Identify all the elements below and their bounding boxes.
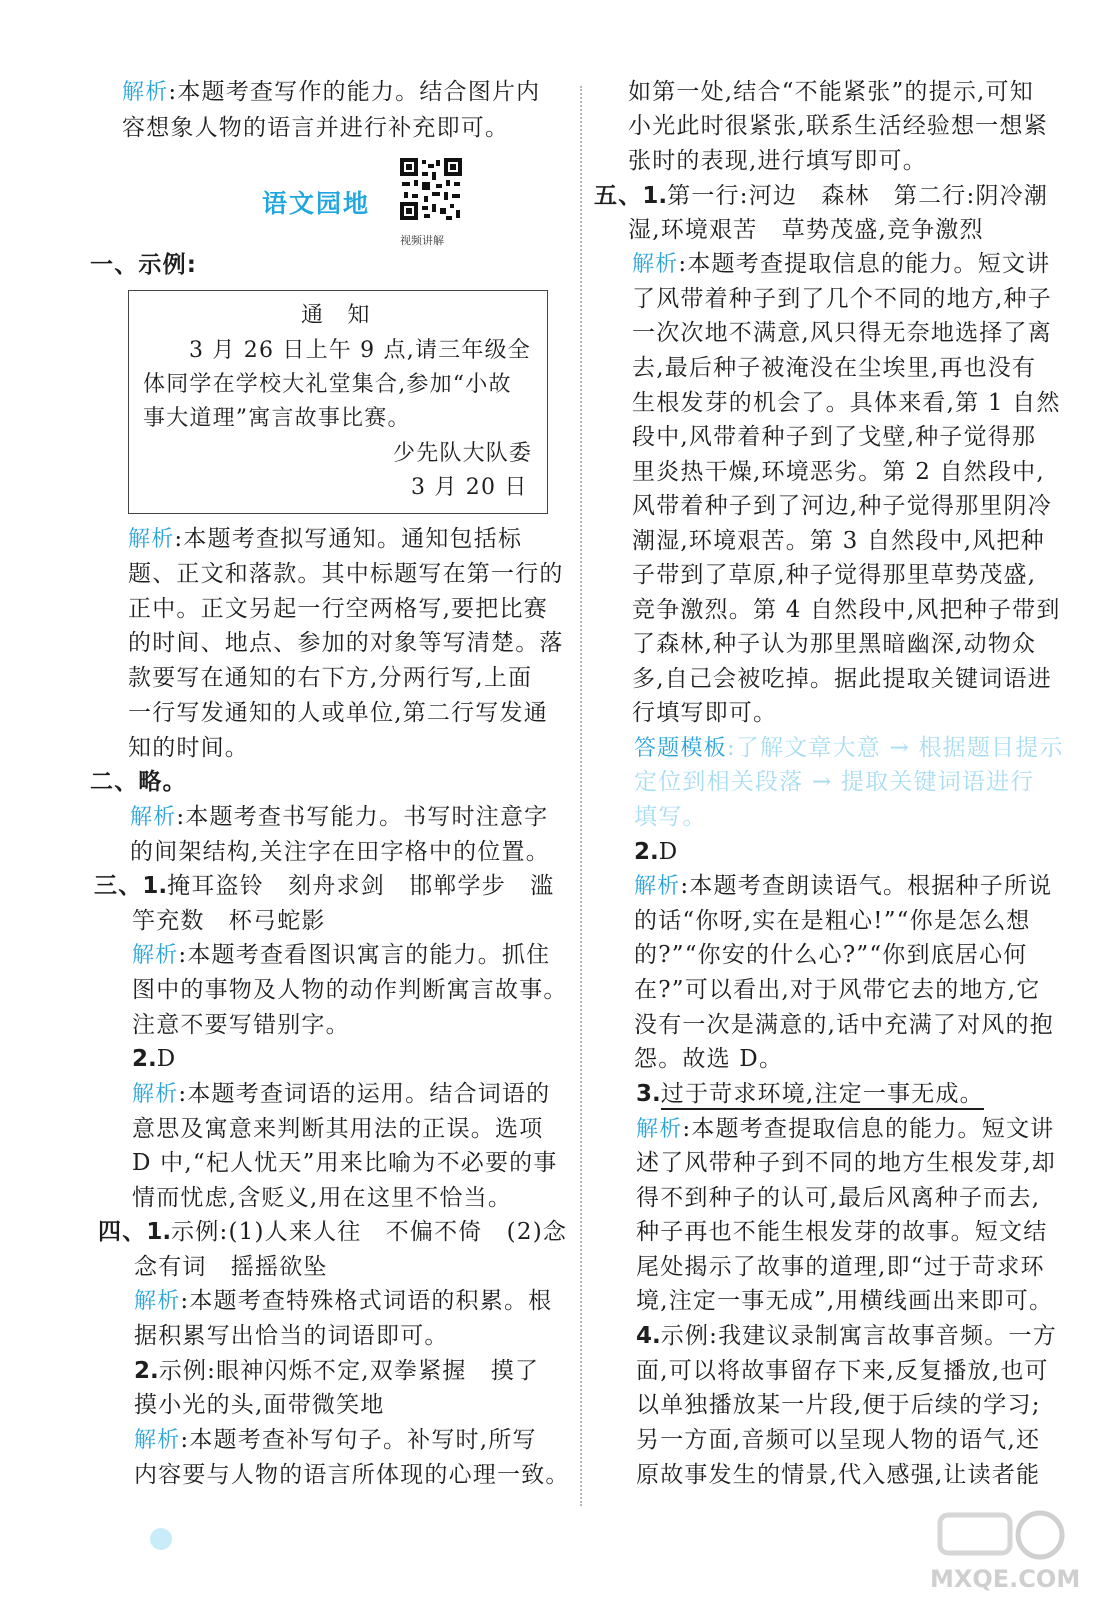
answer-template-line: 答题模板:了解文章大意 → 根据题目提示 bbox=[634, 735, 1064, 761]
q5-analysis-line: 怨。故选 D。 bbox=[634, 1046, 784, 1072]
q3-analysis-line: 解析:本题考查词语的运用。结合词语的 bbox=[132, 1081, 551, 1107]
q2-analysis-line: 的间架结构,关注字在田字格中的位置。 bbox=[130, 839, 550, 865]
question-1-head: 一、示例: bbox=[90, 252, 198, 278]
q3-analysis-line: 图中的事物及人物的动作判断寓言故事。 bbox=[132, 977, 568, 1003]
q5-item2-line: 2.D bbox=[634, 839, 679, 865]
q4-analysis-line: 解析:本题考查特殊格式词语的积累。根 bbox=[134, 1288, 553, 1314]
q1-analysis-line: 题、正文和落款。其中标题写在第一行的 bbox=[128, 561, 564, 587]
analysis-label: 解析 bbox=[134, 1289, 181, 1314]
q3-analysis-line: 意思及寓意来判断其用法的正误。选项 bbox=[132, 1116, 544, 1142]
q5-analysis-line: 行填写即可。 bbox=[632, 700, 778, 726]
q5-analysis-line: 段中,风带着种子到了戈壁,种子觉得那 bbox=[632, 424, 1037, 450]
q1-analysis-line: 一行写发通知的人或单位,第二行写发通 bbox=[128, 700, 548, 726]
q4-item1-line: 念有词 摇摇欲坠 bbox=[134, 1254, 328, 1280]
analysis-label: 解析 bbox=[130, 805, 177, 830]
q5-analysis-line: 了森林,种子认为那里黑暗幽深,动物众 bbox=[632, 631, 1037, 657]
intro-analysis-line: 容想象人物的语言并进行补充即可。 bbox=[122, 115, 510, 141]
q5-analysis-line: 风带着种子到了河边,种子觉得那里阴冷 bbox=[632, 493, 1052, 519]
q5-analysis-line: 的话“你呀,实在是粗心!”“你是怎么想 bbox=[634, 908, 1031, 934]
q5-analysis-line: 竞争激烈。第 4 自然段中,风把种子带到 bbox=[632, 597, 1061, 623]
page-corner-mark bbox=[150, 1528, 172, 1550]
question-4-head: 四、 bbox=[98, 1219, 147, 1245]
q3-analysis-line: 解析:本题考查看图识寓言的能力。抓住 bbox=[132, 942, 551, 968]
notice-title: 通 知 bbox=[301, 303, 371, 328]
analysis-label: 解析 bbox=[632, 252, 679, 277]
q5-analysis-line: 的?”“你安的什么心?”“你到底居心何 bbox=[634, 942, 1028, 968]
q5-analysis-line: 解析:本题考查朗读语气。根据种子所说 bbox=[634, 873, 1053, 899]
analysis-label: 解析 bbox=[132, 943, 179, 968]
q4-analysis-line: 内容要与人物的语言所体现的心理一致。 bbox=[134, 1462, 570, 1488]
q5-analysis-line: 多,自己会被吃掉。据此提取关键词语进 bbox=[632, 666, 1052, 692]
notice-body-line: 3 月 26 日上午 9 点,请三年级全 bbox=[189, 338, 531, 363]
q5-item4-line: 另一方面,音频可以呈现人物的语气,还 bbox=[636, 1427, 1041, 1453]
question-2-head: 二、略。 bbox=[90, 769, 187, 795]
notice-box bbox=[128, 290, 548, 514]
q4-analysis-line: 据积累写出恰当的词语即可。 bbox=[134, 1323, 449, 1349]
q3-item1-line: 竽充数 杯弓蛇影 bbox=[132, 908, 326, 934]
q4-item2-line: 摸小光的头,面带微笑地 bbox=[134, 1392, 385, 1418]
q4-analysis-line: 解析:本题考查补写句子。补写时,所写 bbox=[134, 1427, 537, 1453]
q5-analysis-line: 解析:本题考查提取信息的能力。短文讲 bbox=[632, 251, 1051, 277]
analysis-label: 解析 bbox=[128, 527, 175, 552]
watermark-logo bbox=[900, 1495, 1100, 1595]
continued-line: 张时的表现,进行填写即可。 bbox=[628, 148, 927, 174]
q3-item1-line: 三、1.掩耳盗铃 刻舟求剑 邯郸学步 滥 bbox=[94, 873, 555, 899]
analysis-label: 解析 bbox=[636, 1117, 683, 1142]
q3-analysis-line: 注意不要写错别字。 bbox=[132, 1012, 350, 1038]
q5-item3-line: 3.过于苛求环境,注定一事无成。 bbox=[636, 1079, 984, 1109]
intro-analysis-line: 解析:本题考查写作的能力。结合图片内 bbox=[122, 79, 541, 105]
answer-template-line: 填写。 bbox=[634, 804, 707, 830]
analysis-label: 解析 bbox=[122, 80, 169, 105]
q5-analysis-line: 得不到种子的认可,最后风离种子而去, bbox=[636, 1185, 1041, 1211]
q5-analysis-line: 境,注定一事无成”,用横线画出来即可。 bbox=[636, 1288, 1054, 1314]
q5-analysis-line: 解析:本题考查提取信息的能力。短文讲 bbox=[636, 1116, 1055, 1142]
qr-caption: 视频讲解 bbox=[400, 234, 444, 247]
q5-item1-line: 湿,环境艰苦 草势茂盛,竞争激烈 bbox=[628, 217, 984, 243]
continued-line: 如第一处,结合“不能紧张”的提示,可知 bbox=[628, 79, 1034, 105]
q5-analysis-line: 种子再也不能生根发芽的故事。短文结 bbox=[636, 1219, 1048, 1245]
q5-item4-line: 原故事发生的情景,代入感强,让读者能 bbox=[636, 1462, 1041, 1488]
q5-item4-line: 4.示例:我建议录制寓言故事音频。一方 bbox=[636, 1323, 1057, 1349]
q5-analysis-line: 生根发芽的机会了。具体来看,第 1 自然 bbox=[632, 390, 1061, 416]
analysis-label: 解析 bbox=[132, 1082, 179, 1107]
underlined-answer: 过于苛求环境,注定一事无成。 bbox=[661, 1081, 984, 1110]
notice-body-line: 事大道理”寓言故事比赛。 bbox=[143, 406, 411, 431]
q4-item2-line: 2.示例:眼神闪烁不定,双拳紧握 摸了 bbox=[134, 1358, 540, 1384]
q3-analysis-line: D 中,“杞人忧天”用来比喻为不必要的事 bbox=[132, 1150, 558, 1176]
q5-analysis-line: 述了风带种子到不同的地方生根发芽,却 bbox=[636, 1150, 1056, 1176]
notice-signer: 少先队大队委 bbox=[393, 441, 533, 466]
q3-item2-line: 2.D bbox=[132, 1046, 177, 1072]
q5-analysis-line: 在?”可以看出,对于风带它去的地方,它 bbox=[634, 977, 1041, 1003]
qr-code-icon[interactable] bbox=[398, 156, 464, 222]
q5-analysis-line: 一次次地不满意,风只得无奈地选择了离 bbox=[632, 320, 1052, 346]
question-3-head: 三、 bbox=[94, 873, 143, 899]
notice-body-line: 体同学在学校大礼堂集合,参加“小故 bbox=[143, 372, 512, 397]
q1-analysis-line: 解析:本题考查拟写通知。通知包括标 bbox=[128, 526, 523, 552]
continued-line: 小光此时很紧张,联系生活经验想一想紧 bbox=[628, 113, 1048, 139]
q5-item4-line: 面,可以将故事留存下来,反复播放,也可 bbox=[636, 1358, 1049, 1384]
q5-analysis-line: 去,最后种子被淹没在尘埃里,再也没有 bbox=[632, 355, 1037, 381]
watermark-text: MXQE.COM bbox=[930, 1565, 1081, 1593]
column-divider bbox=[580, 86, 582, 1506]
q1-analysis-line: 的时间、地点、参加的对象等写清楚。落 bbox=[128, 630, 564, 656]
notice-date: 3 月 20 日 bbox=[411, 475, 528, 500]
question-5-head: 五、 bbox=[594, 183, 643, 209]
answer-template-label: 答题模板 bbox=[634, 736, 727, 761]
q5-analysis-line: 尾处揭示了故事的道理,即“过于苛求环 bbox=[636, 1254, 1045, 1280]
q5-analysis-line: 没有一次是满意的,话中充满了对风的抱 bbox=[634, 1012, 1054, 1038]
q2-analysis-line: 解析:本题考查书写能力。书写时注意字 bbox=[130, 804, 549, 830]
q1-analysis-line: 正中。正文另起一行空两格写,要把比赛 bbox=[128, 596, 548, 622]
q1-analysis-line: 知的时间。 bbox=[128, 735, 249, 761]
q1-analysis-line: 款要写在通知的右下方,分两行写,上面 bbox=[128, 665, 533, 691]
q3-analysis-line: 情而忧虑,含贬义,用在这里不恰当。 bbox=[132, 1185, 513, 1211]
q5-item1-line: 五、1.第一行:河边 森林 第二行:阴冷潮 bbox=[594, 183, 1049, 209]
q5-analysis-line: 了风带着种子到了几个不同的地方,种子 bbox=[632, 286, 1052, 312]
analysis-label: 解析 bbox=[134, 1428, 181, 1453]
analysis-label: 解析 bbox=[634, 874, 681, 899]
section-title: 语文园地 bbox=[262, 189, 371, 218]
answer-template-line: 定位到相关段落 → 提取关键词语进行 bbox=[634, 769, 1035, 795]
q5-item4-line: 以单独播放某一片段,便于后续的学习; bbox=[636, 1392, 1041, 1418]
q5-analysis-line: 里炎热干燥,环境恶劣。第 2 自然段中, bbox=[632, 459, 1045, 485]
q5-analysis-line: 子带到了草原,种子觉得那里草势茂盛, bbox=[632, 562, 1037, 588]
q5-analysis-line: 潮湿,环境艰苦。第 3 自然段中,风把种 bbox=[632, 528, 1045, 554]
q4-item1-line: 四、1.示例:(1)人来人往 不偏不倚 (2)念 bbox=[98, 1219, 568, 1245]
